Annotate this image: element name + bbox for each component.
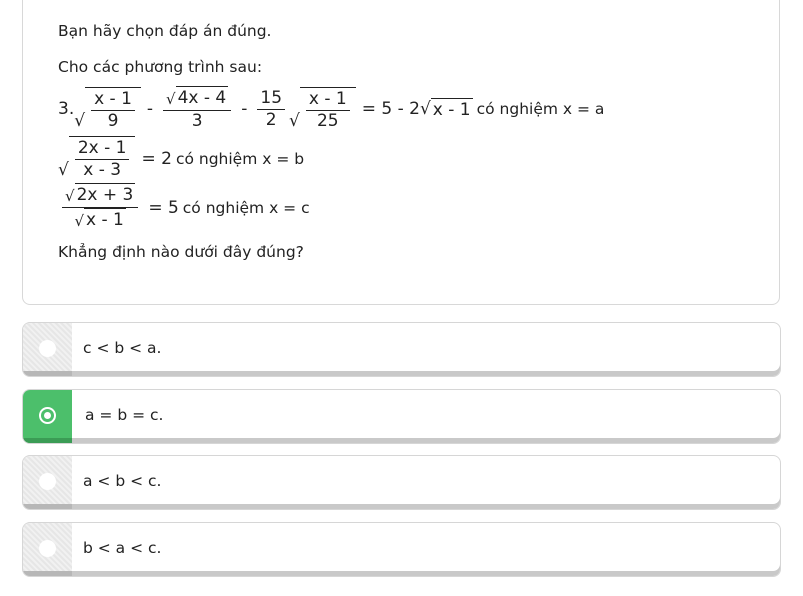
- instruction-text: Bạn hãy chọn đáp án đúng.: [58, 22, 272, 40]
- eq2-num: 2x - 1: [75, 138, 130, 160]
- sqrt-symbol: √ $\frac{x - 1}{9}$: [74, 87, 141, 132]
- eq2-den: x - 3: [83, 160, 122, 180]
- answer-option-1[interactable]: [22, 322, 781, 377]
- eq1-prefix: 3.: [58, 99, 75, 119]
- eq2-rhs: = 2: [141, 148, 172, 169]
- intro-text: Cho các phương trình sau:: [58, 58, 263, 76]
- answer-option-4[interactable]: [22, 522, 781, 577]
- eq1-f2-den: 3: [191, 111, 203, 131]
- eq1-rhs: = 5 - 2: [361, 99, 420, 119]
- eq1-f4-den: 25: [316, 110, 339, 131]
- equation-3: √ 2x + 3 √ x - 1 = 5 có nghiệm x = c: [58, 183, 310, 232]
- eq1-f2-num: 4x - 4: [177, 88, 227, 108]
- eq3-rhs: = 5: [148, 197, 179, 218]
- option-label: c < b < a.: [83, 339, 162, 357]
- answer-option-3[interactable]: [22, 455, 781, 510]
- minus-sign: -: [241, 99, 248, 119]
- equation-1: 3. √ $\frac{x - 1}{9}$ - √ 4x - 4 3 - $\frac{15}{2}$ √ $\frac{x - 1}{25}$ = 5 - 2 √ x - 1 có nghiệm x = a: [58, 87, 605, 131]
- eq1-f1-num: x - 1: [91, 89, 135, 111]
- radio-button-icon[interactable]: [39, 473, 56, 490]
- radio-button-icon[interactable]: [39, 540, 56, 557]
- equation-2: √ $\frac{2x - 1}{x - 3}$ = 2 có nghiệm x = b: [58, 138, 305, 180]
- answer-option-2[interactable]: [22, 389, 781, 444]
- eq3-den: x - 1: [86, 210, 124, 230]
- eq3-tail: có nghiệm x = c: [182, 198, 310, 217]
- eq1-f3-num: 15: [257, 88, 285, 110]
- prompt-text: Khẳng định nào dưới đây đúng?: [58, 243, 304, 261]
- eq1-f4-num: x - 1: [306, 89, 350, 111]
- option-label: b < a < c.: [83, 539, 162, 557]
- eq1-tail: có nghiệm x = a: [476, 100, 605, 118]
- eq1-rhs-rad: x - 1: [432, 100, 471, 120]
- eq1-f3-den: 2: [265, 109, 277, 130]
- eq1-f1-den: 9: [107, 110, 119, 131]
- radio-selected-icon[interactable]: [39, 407, 56, 424]
- option-label: a < b < c.: [83, 472, 162, 490]
- minus-sign: -: [146, 99, 154, 119]
- option-label: a = b = c.: [85, 406, 164, 424]
- radio-button-icon[interactable]: [39, 340, 56, 357]
- eq2-tail: có nghiệm x = b: [175, 149, 305, 168]
- eq3-num: 2x + 3: [76, 185, 134, 205]
